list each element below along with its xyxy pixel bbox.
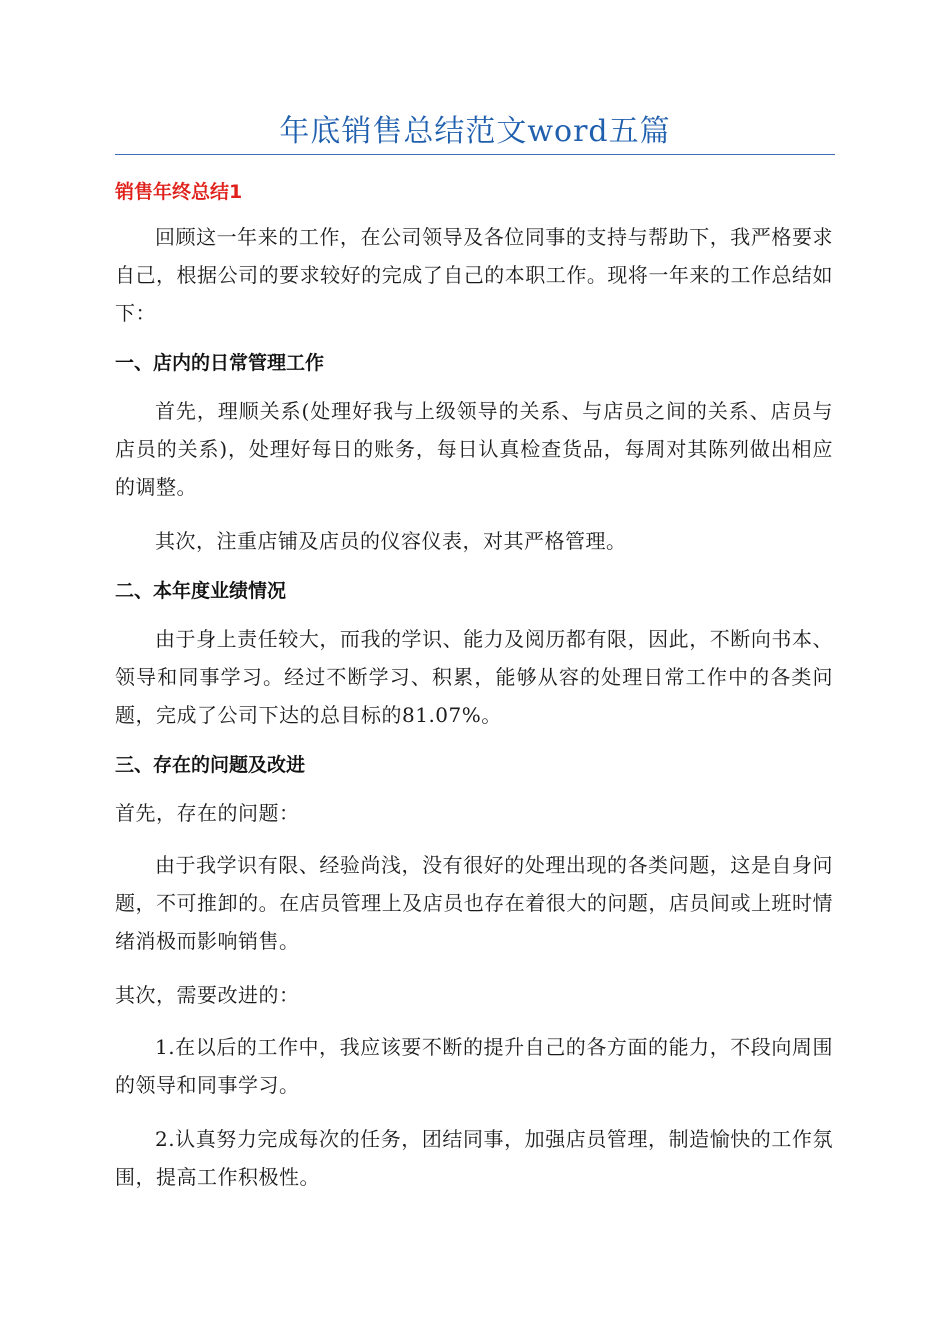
intro-paragraph: 回顾这一年来的工作，在公司领导及各位同事的支持与帮助下，我严格要求自己，根据公司的要求较好的完成了自己的本职工作。现将一年来的工作总结如下： <box>115 225 833 325</box>
paragraph-performance: 由于身上责任较大，而我的学识、能力及阅历都有限，因此，不断向书本、领导和同事学习。经过不断学习、积累，能够从容的处理日常工作中的各类问题，完成了公司下达的总目标的81.07%。 <box>115 627 833 727</box>
document-title: 年底销售总结范文word五篇 <box>279 114 671 149</box>
document-body <box>115 177 833 1212</box>
heading-problems: 三、存在的问题及改进 <box>115 754 306 776</box>
section-title: 销售年终总结1 <box>115 181 243 203</box>
title-underline <box>115 154 835 155</box>
label-improvements: 其次，需要改进的： <box>115 983 300 1007</box>
list-item-improvement-1: 1.在以后的工作中，我应该要不断的提升自己的各方面的能力，不段向周围的领导和同事学习。 <box>115 1035 833 1097</box>
heading-daily-management: 一、店内的日常管理工作 <box>115 352 325 374</box>
paragraph-relations: 首先，理顺关系(处理好我与上级领导的关系、与店员之间的关系、店员与店员的关系)，处理好每日的账务，每日认真检查货品，每周对其陈列做出相应的调整。 <box>115 399 833 499</box>
paragraph-problems: 由于我学识有限、经验尚浅，没有很好的处理出现的各类问题，这是自身问题，不可推卸的。在店员管理上及店员也存在着很大的问题，店员间或上班时情绪消极而影响销售。 <box>115 853 833 953</box>
list-item-improvement-2: 2.认真努力完成每次的任务，团结同事，加强店员管理，制造愉快的工作氛围，提高工作积极性。 <box>115 1127 833 1189</box>
heading-performance: 二、本年度业绩情况 <box>115 580 287 602</box>
paragraph-appearance: 其次，注重店铺及店员的仪容仪表，对其严格管理。 <box>155 529 627 553</box>
label-problems: 首先，存在的问题： <box>115 801 300 825</box>
